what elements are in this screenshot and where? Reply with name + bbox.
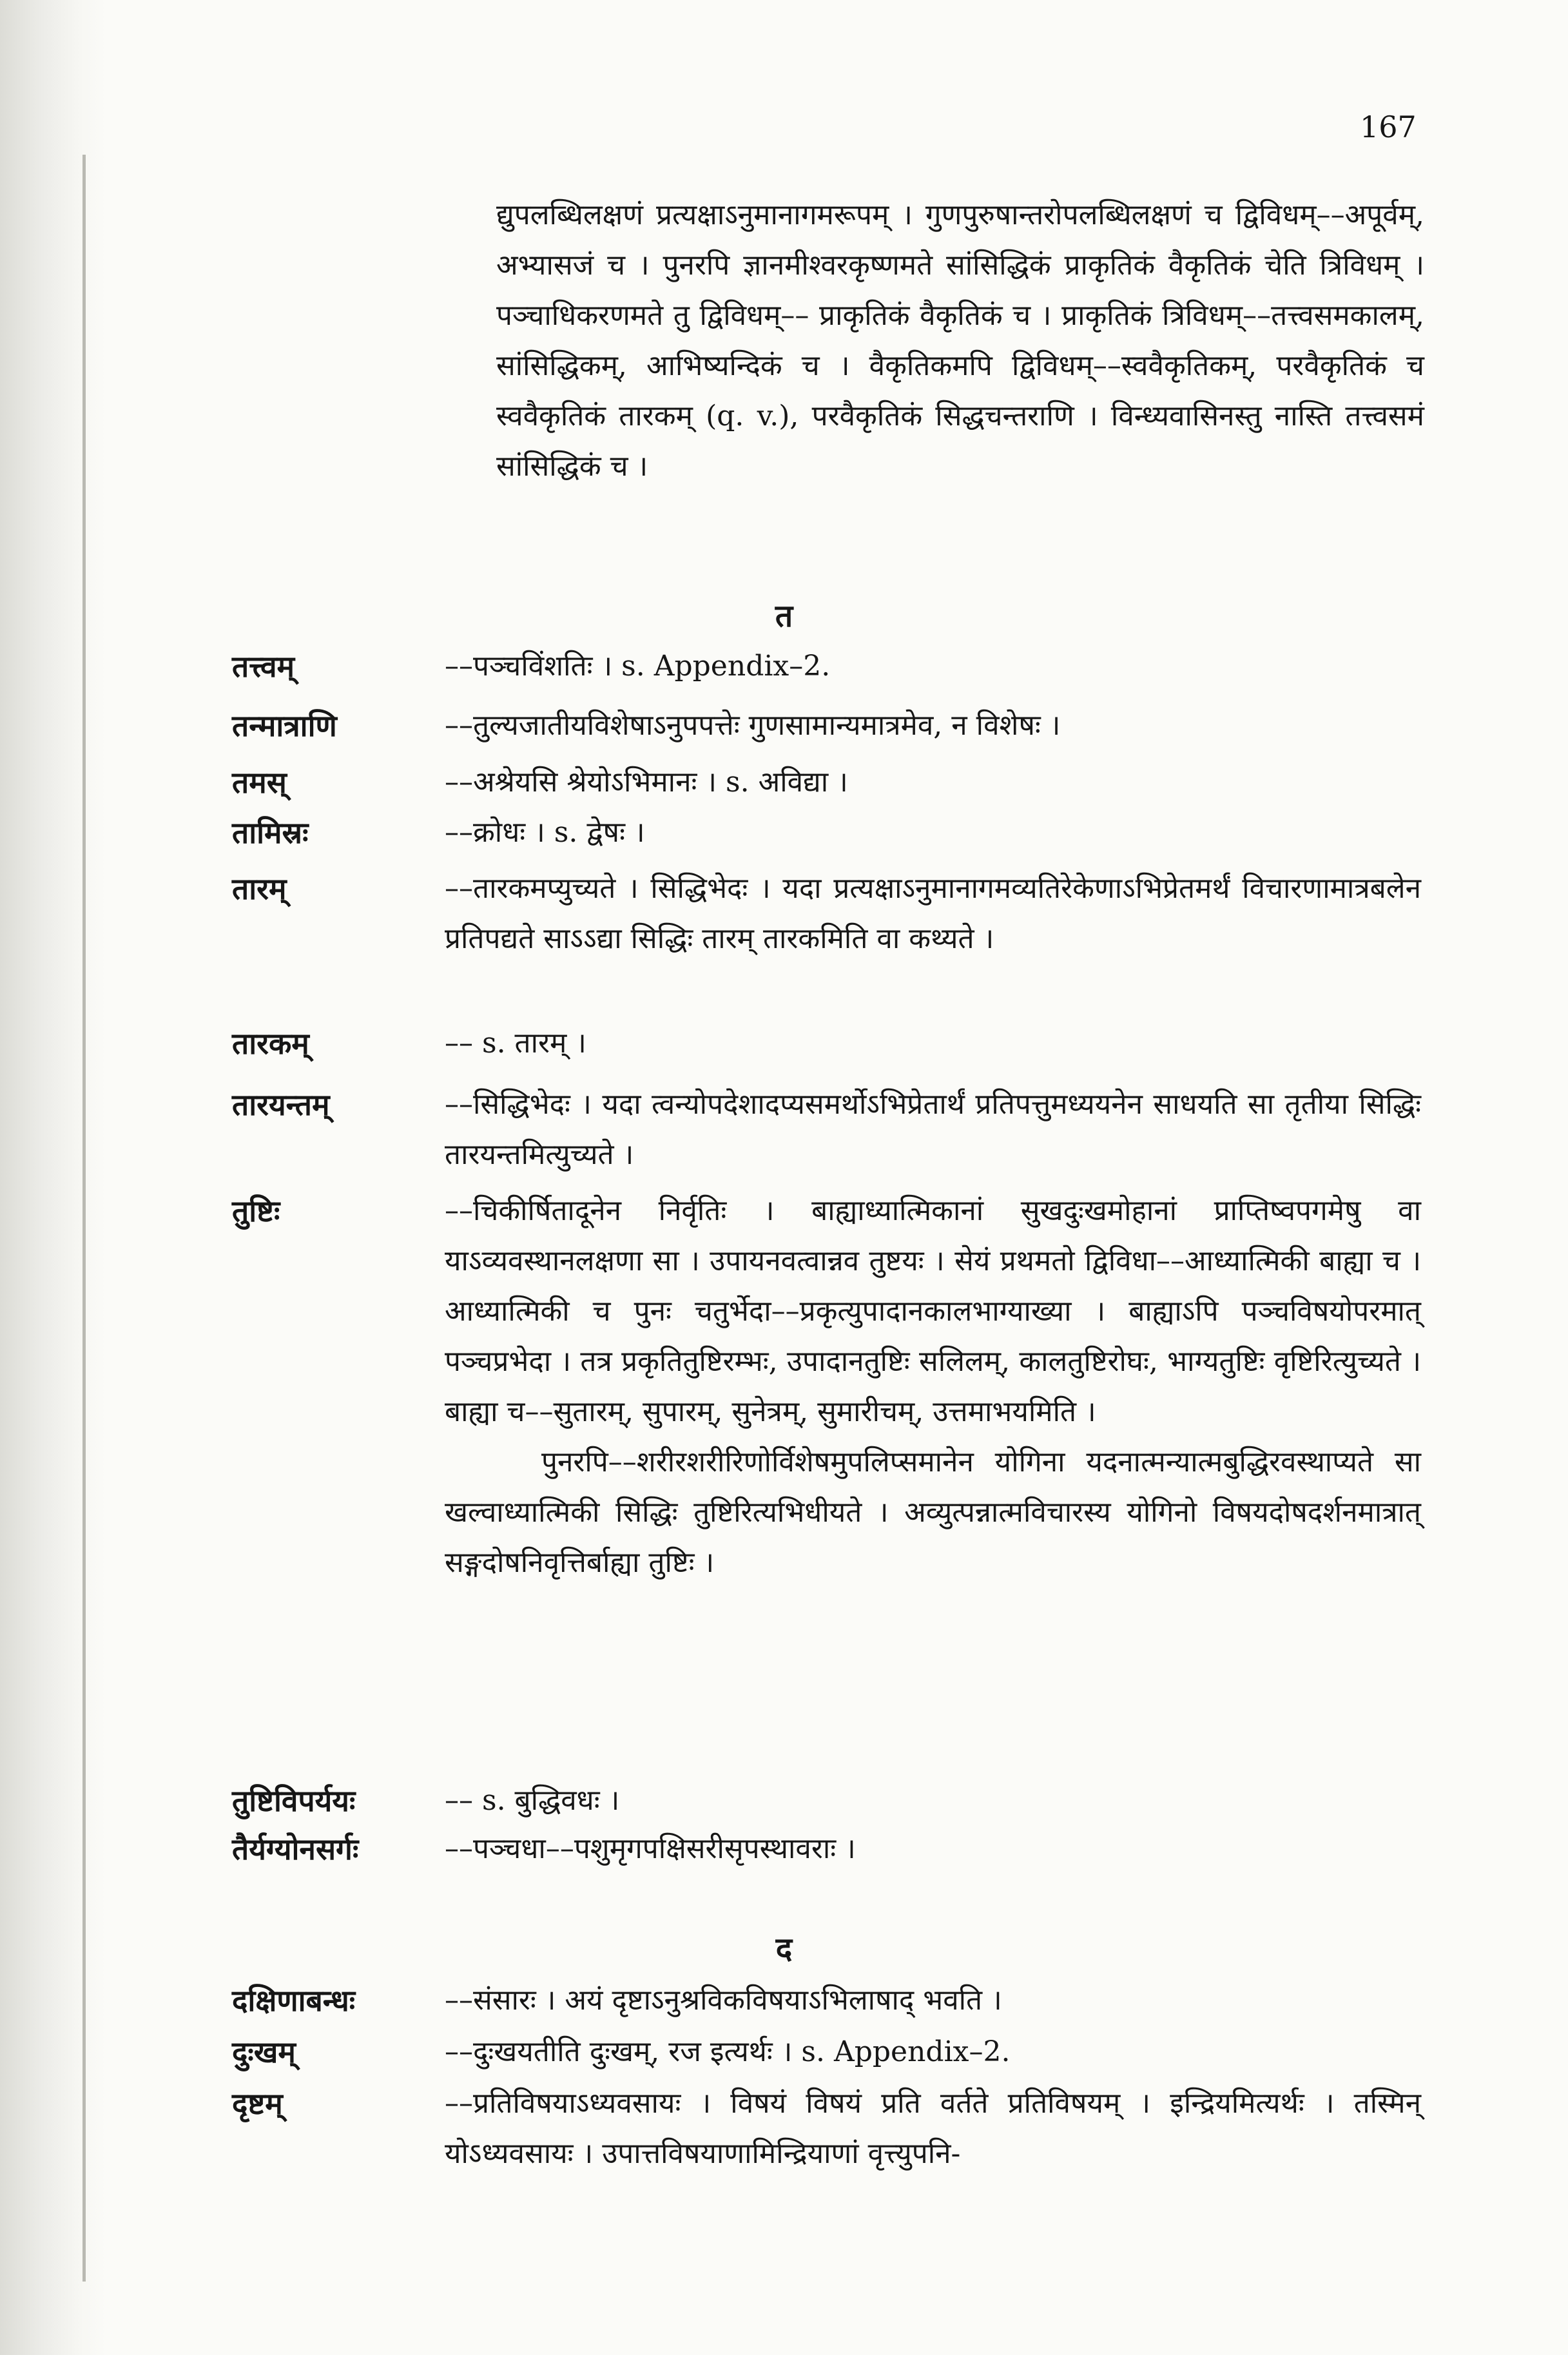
entry-definition: ––दुःखयतीति दुःखम्, रज इत्यर्थः । s. Appendix–2. xyxy=(445,2035,1011,2068)
page-number: 167 xyxy=(1360,110,1417,144)
entry-definition: –– s. बुद्धिवधः । xyxy=(445,1784,620,1817)
entry-definition: ––अश्रेयसि श्रेयोऽभिमानः । s. अविद्या । xyxy=(445,766,848,799)
entry-term: तन्मात्राणि xyxy=(232,708,337,743)
entry-term: तुष्टिविपर्ययः xyxy=(232,1783,356,1818)
entry-definition: ––तुल्यजातीयविशेषाऽनुपपत्तेः गुणसामान्यमात्रमेव, न विशेषः । xyxy=(445,709,1061,742)
intro-text: द्युपलब्धिलक्षणं प्रत्यक्षाऽनुमानागमरूपम् । गुणपुरुषान्तरोपलब्धिलक्षणं च द्विविधम्––अपूर्वम्, अभ्यासजं च । पुनरपि ज्ञानमीश्वरकृष्णमते सांसिद्धिकं प्राकृतिकं वैकृतिकं चेति त्रिविधम् । पञ्चाधिकरणमते तु द्विविधम्–– प्राकृतिकं वैकृतिकं च । प्राकृतिकं त्रिविधम्––तत्त्वसमकालम्, सांसिद्धिकम्, आभिष्यन्दिकं च । वैकृतिकमपि द्विविधम्––स्ववैकृतिकम्, परवैकृतिकं च स्ववैकृतिकं तारकम् (q. v.), परवैकृतिकं सिद्धचन्तराणि । विन्ध्यवासिनस्तु नास्ति तत्त्वसमं सांसिद्धिकं च । xyxy=(496,199,1424,483)
entry-definition: ––पञ्चविंशतिः । s. Appendix–2. xyxy=(445,650,831,683)
entry-definition: –– s. तारम् । xyxy=(445,1027,586,1060)
entry-definition: ––संसारः । अयं दृष्टाऽनुश्रविकविषयाऽभिलाषाद् भवति । xyxy=(445,1984,1002,2017)
entry-definition: ––क्रोधः । s. द्वेषः । xyxy=(445,816,645,849)
section-letter-ta: त xyxy=(775,598,793,634)
entry-term: तारम् xyxy=(232,871,287,906)
entry-term: दक्षिणाबन्धः xyxy=(232,1983,356,2018)
entry-term: तुष्टिः xyxy=(232,1194,280,1228)
intro-paragraph xyxy=(496,190,1424,492)
entry-definition: ––प्रतिविषयाऽध्यवसायः । विषयं विषयं प्रति वर्तते प्रतिविषयम् । इन्द्रियमित्यर्थः । तस्मिन् योऽध्यवसायः । उपात्तविषयाणामिन्द्रियाणां वृत्त्युपनि- xyxy=(445,2087,1421,2170)
book-binding-shadow xyxy=(0,0,106,2355)
entry-term: तामिस्रः xyxy=(232,815,309,850)
entry-definition: ––सिद्धिभेदः । यदा त्वन्योपदेशादप्यसमर्थोऽभिप्रेतार्थं प्रतिपत्तुमध्ययनेन साधयति सा तृतीया सिद्धिः तारयन्तमित्युच्यते । xyxy=(445,1088,1421,1171)
entry-term: तत्त्वम् xyxy=(232,649,295,684)
entry-definition: ––पञ्चधा––पशुमृगपक्षिसरीसृपस्थावराः । xyxy=(445,1832,856,1865)
entry-term: दुःखम् xyxy=(232,2035,296,2069)
entry-definition: ––तारकमप्युच्यते । सिद्धिभेदः । यदा प्रत्यक्षाऽनुमानागमव्यतिरेकेणाऽभिप्रेतमर्थं विचारणामात्रबलेन प्रतिपद्यते साऽऽद्या सिद्धिः तारम् तारकमिति वा कथ्यते । xyxy=(445,872,1421,955)
entry-term: तारयन्तम् xyxy=(232,1087,330,1122)
entry-term: दृष्टम् xyxy=(232,2086,283,2121)
entry-term: तैर्यग्योनसर्गः xyxy=(232,1832,359,1866)
section-letter-da: द xyxy=(775,1931,793,1967)
entry-term: तारकम् xyxy=(232,1026,309,1061)
entry-definition: ––चिकीर्षितादूनेन निर्वृतिः । बाह्याध्यात्मिकानां सुखदुःखमोहानां प्राप्तिष्वपगमेषु वा याऽव्यवस्थानलक्षणा सा । उपायनवत्वान्नव तुष्टयः । सेयं प्रथमतो द्विविधा––आध्यात्मिकी बाह्या च । आध्यात्मिकी च पुनः चतुर्भेदा––प्रकृत्युपादानकालभाग्याख्या । बाह्याऽपि पञ्चविषयोपरमात् पञ्चप्रभेदा । तत्र प्रकृतितुष्टिरम्भः, उपादानतुष्टिः सलिलम्, कालतुष्टिरोघः, भाग्यतुष्टिः वृष्टिरित्युच्यते । बाह्या च––सुतारम्, सुपारम्, सुनेत्रम्, सुमारीचम्, उत्तमाभयमिति । पुनरपि––शरीरशरीरिणोर्विशेषमुपलिप्समानेन योगिना यदनात्मन्यात्मबुद्धिरवस्थाप्यते सा खल्वाध्यात्मिकी सिद्धिः तुष्टिरित्यभिधीयते । अव्युत्पन्नात्मविचारस्य योगिनो विषयदोषदर्शनमात्रात् सङ्गदोषनिवृत्तिर्बाह्या तुष्टिः । xyxy=(445,1194,1421,1579)
entry-term: तमस् xyxy=(232,765,287,800)
